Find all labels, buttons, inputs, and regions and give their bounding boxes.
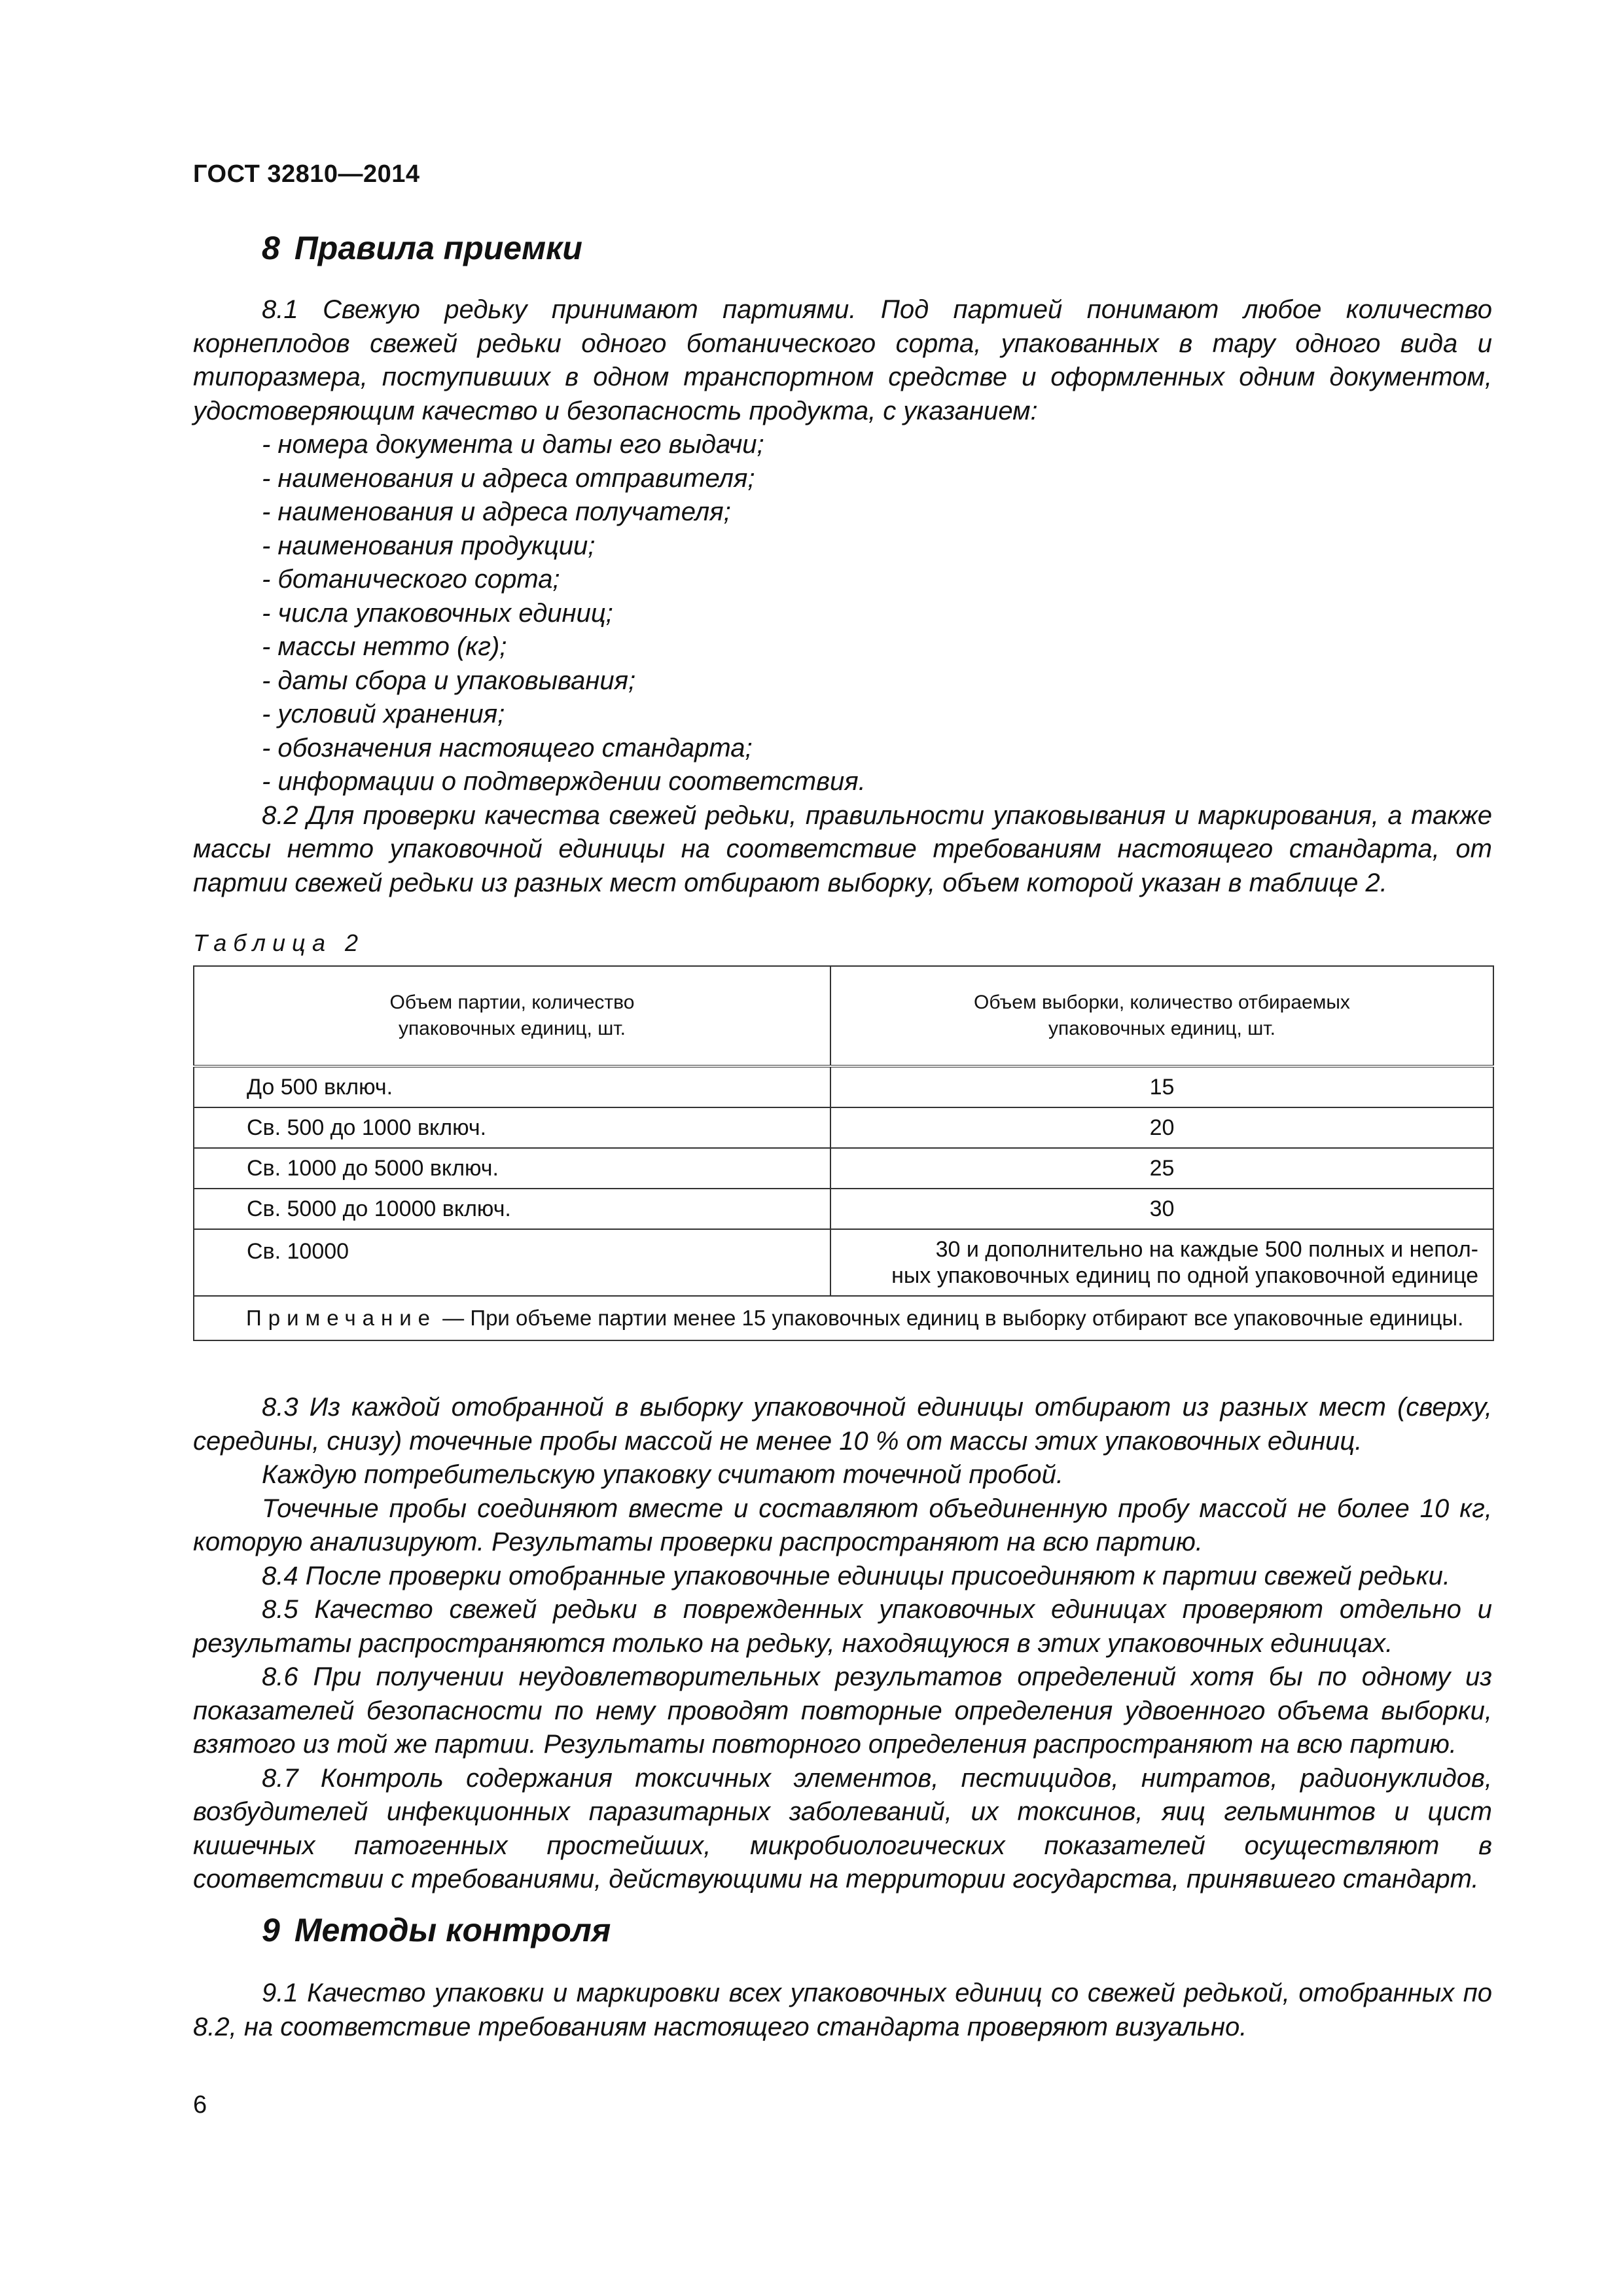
list-item: - условий хранения; <box>262 700 505 728</box>
lot-size-cell: Св. 10000 <box>194 1229 830 1296</box>
paragraph-8-4: 8.4 После проверки отобранные упаковочные единицы присоединяют к партии свежей редьки. <box>262 1561 1451 1590</box>
table-header-row <box>194 966 1493 1066</box>
header-lot-line1: Объем партии, количество <box>389 992 635 1013</box>
table-row <box>194 1189 1493 1229</box>
table-note <box>194 1296 1493 1340</box>
list-item: - даты сбора и упаковывания; <box>262 666 636 695</box>
lot-size-cell: До 500 включ. <box>194 1066 830 1107</box>
paragraph-8-2: 8.2 Для проверки качества свежей редьки, правильности упаковывания и маркирования, а также массы нетто упаковочной единицы на соответствие требованиям настоящего стандарта, от партии свежей редьки из разных мест отбирают выборку, объем которой указан в таблице 2. <box>193 800 1492 897</box>
lot-size-cell: Св. 1000 до 5000 включ. <box>194 1148 830 1189</box>
note-text: — При объеме партии менее 15 упаковочных единиц в выборку отбирают все упаковочные единицы. <box>437 1306 1464 1330</box>
sample-size-cell: 30 <box>830 1189 1493 1229</box>
table-note-row <box>194 1296 1493 1340</box>
table-caption: Таблица 2 <box>193 929 365 956</box>
paragraph-8-3-b: Каждую потребительскую упаковку считают точечной пробой. <box>262 1460 1063 1489</box>
paragraph-8-3-c: Точечные пробы соединяют вместе и составляют объединенную пробу массой не более 10 кг, которую анализируют. Результаты проверки распространяют на всю партию. <box>193 1494 1492 1556</box>
list-item: - числа упаковочных единиц; <box>262 598 613 628</box>
section-9-number: 9 <box>262 1912 280 1948</box>
section-8-body <box>193 293 1492 900</box>
paragraph-8-3: 8.3 Из каждой отобранной в выборку упаковочной единицы отбирают из разных мест (сверху, середины, снизу) точечные пробы массой не менее 10 % от массы этих упаковочных единиц. <box>193 1393 1492 1456</box>
section-9-body <box>193 1977 1492 2044</box>
header-sample-line2: упаковочных единиц, шт. <box>1048 1018 1276 1039</box>
table-row <box>194 1229 1493 1296</box>
table-row <box>194 1107 1493 1148</box>
section-9-title <box>262 1911 611 1949</box>
section-8-title-text: Правила приемки <box>294 230 582 266</box>
sample-size-cell <box>830 1229 1493 1296</box>
list-item: - наименования и адреса получателя; <box>262 497 731 526</box>
list-item: - информации о подтверждении соответствия. <box>262 767 866 796</box>
sample-size-line2: ных упаковочных единиц по одной упаковочной единице <box>891 1263 1478 1288</box>
note-label: Примечание <box>246 1306 437 1330</box>
lot-size-cell: Св. 5000 до 10000 включ. <box>194 1189 830 1229</box>
list-item: - номера документа и даты его выдачи; <box>262 430 764 459</box>
list-item: - массы нетто (кг); <box>262 632 507 661</box>
sample-size-cell: 15 <box>830 1066 1493 1107</box>
page-number: 6 <box>193 2091 207 2119</box>
table-header-sample <box>830 966 1493 1066</box>
document-header: ГОСТ 32810—2014 <box>193 160 420 188</box>
sample-size-table <box>193 965 1494 1341</box>
table-row <box>194 1148 1493 1189</box>
paragraph-8-1: 8.1 Свежую редьку принимают партиями. Под партией понимают любое количество корнеплодов свежей редьки одного ботанического сорта, упакованных в тару одного вида и типоразмера, поступивших в одном транспортном средстве и оформленных одним документом, удостоверяющим качество и безопасность продукта, с указанием: <box>193 295 1492 425</box>
table-row <box>194 1066 1493 1107</box>
paragraph-8-6: 8.6 При получении неудовлетворительных результатов определений хотя бы по одному из показателей безопасности по нему проводят повторные определения удвоенного объема выборки, взятого из той же партии. Результаты повторного определения распространяют на всю партию. <box>193 1662 1492 1759</box>
sample-size-cell: 20 <box>830 1107 1493 1148</box>
paragraph-8-7: 8.7 Контроль содержания токсичных элементов, пестицидов, нитратов, радионуклидов, возбудителей инфекционных паразитарных заболеваний, их токсинов, яиц гельминтов и цист кишечных патогенных простейших, микробиологических показателей осуществляют в соответствии с требованиями, действующими на территории государства, принявшего стандарт. <box>193 1763 1492 1893</box>
section-8-title <box>262 229 582 267</box>
document-info-list <box>193 428 1492 799</box>
sample-size-cell: 25 <box>830 1148 1493 1189</box>
paragraph-9-1: 9.1 Качество упаковки и маркировки всех упаковочных единиц со свежей редькой, отобранных по 8.2, на соответствие требованиям настоящего стандарта проверяют визуально. <box>193 1979 1492 2041</box>
sample-size-line1: 30 и дополнительно на каждые 500 полных и непол- <box>935 1237 1478 1262</box>
list-item: - ботанического сорта; <box>262 565 560 594</box>
list-item: - наименования продукции; <box>262 531 596 560</box>
section-8-number: 8 <box>262 230 280 266</box>
lot-size-cell: Св. 500 до 1000 включ. <box>194 1107 830 1148</box>
section-9-title-text: Методы контроля <box>294 1912 611 1948</box>
table-header-lot <box>194 966 830 1066</box>
section-8-continued <box>193 1391 1492 1897</box>
header-sample-line1: Объем выборки, количество отбираемых <box>974 992 1350 1013</box>
header-lot-line2: упаковочных единиц, шт. <box>398 1018 626 1039</box>
list-item: - обозначения настоящего стандарта; <box>262 733 753 762</box>
paragraph-8-5: 8.5 Качество свежей редьки в поврежденных упаковочных единицах проверяют отдельно и результаты распространяются только на редьку, находящуюся в этих упаковочных единицах. <box>193 1595 1492 1658</box>
list-item: - наименования и адреса отправителя; <box>262 463 755 493</box>
